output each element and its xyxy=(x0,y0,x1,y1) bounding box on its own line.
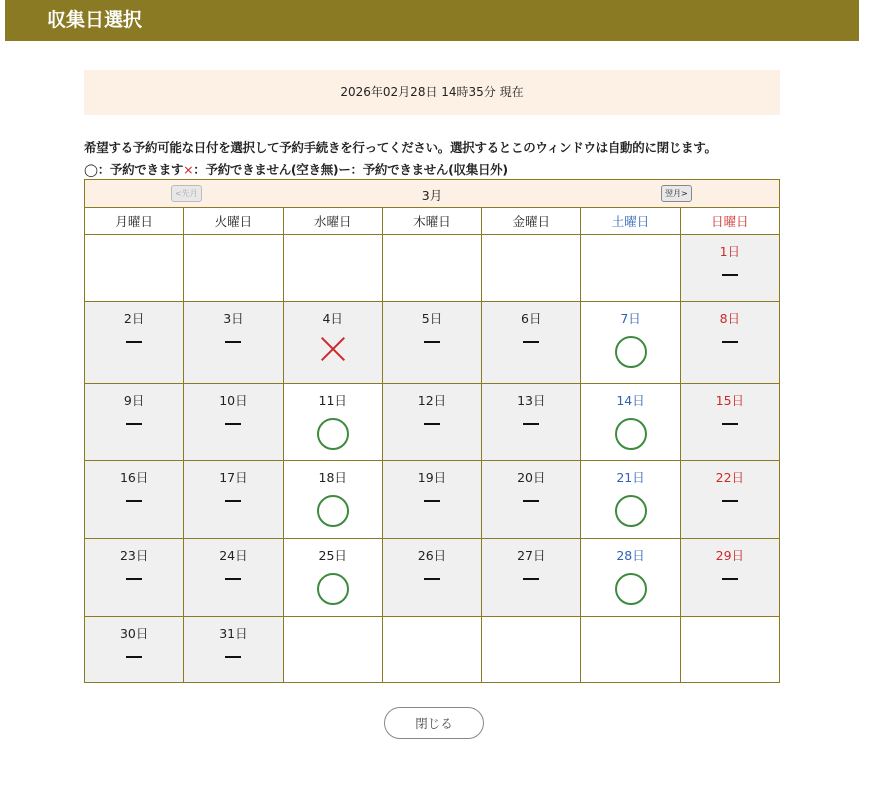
available-circle-icon[interactable] xyxy=(317,573,349,605)
off-legend-label: ：予約できません(収集日外) xyxy=(350,162,508,177)
calendar-day-cell xyxy=(85,539,184,617)
next-month-button[interactable]: 翌月> xyxy=(661,185,692,202)
unavailable-dash-icon xyxy=(424,578,440,580)
weekday-mon: 月曜日 xyxy=(85,208,184,235)
calendar-week-row xyxy=(85,384,780,461)
calendar-day-cell xyxy=(85,384,184,461)
day-number: 8日 xyxy=(719,311,741,326)
calendar-day-cell xyxy=(283,302,382,384)
day-number: 17日 xyxy=(219,470,248,485)
calendar-day-cell xyxy=(680,235,779,302)
day-number: 15日 xyxy=(715,393,745,408)
calendar-day-cell xyxy=(382,461,481,539)
weekday-sun: 日曜日 xyxy=(680,208,779,235)
unavailable-dash-icon xyxy=(225,578,241,580)
unavailable-dash-icon xyxy=(523,500,539,502)
day-number: 26日 xyxy=(417,548,447,563)
weekday-tue: 火曜日 xyxy=(184,208,283,235)
month-title: 3月 xyxy=(421,188,443,203)
calendar-day-cell xyxy=(85,302,184,384)
unavailable-dash-icon xyxy=(722,274,738,276)
calendar-week-row xyxy=(85,235,780,302)
day-number: 5日 xyxy=(421,311,443,326)
unavailable-dash-icon xyxy=(523,423,539,425)
calendar-week-row xyxy=(85,302,780,384)
page-title: 収集日選択 xyxy=(47,9,143,31)
unavailable-dash-icon xyxy=(225,500,241,502)
calendar-day-cell xyxy=(482,539,581,617)
calendar-empty-cell xyxy=(382,617,481,683)
close-button[interactable]: 閉じる xyxy=(384,707,484,739)
day-number: 22日 xyxy=(715,470,745,485)
unavailable-dash-icon xyxy=(126,578,142,580)
calendar-day-cell xyxy=(85,461,184,539)
day-number: 18日 xyxy=(318,470,347,485)
calendar-day-cell[interactable] xyxy=(283,461,382,539)
calendar-nav-row xyxy=(85,180,780,208)
unavailable-dash-icon xyxy=(523,578,539,580)
off-legend-icon: ー xyxy=(338,162,351,177)
current-timestamp: 2026年02月28日 14時35分 現在 xyxy=(84,70,780,115)
day-number: 14日 xyxy=(616,393,645,408)
calendar-day-cell[interactable] xyxy=(283,384,382,461)
calendar-week-row xyxy=(85,461,780,539)
day-number: 4日 xyxy=(322,311,343,326)
day-number: 24日 xyxy=(219,548,248,563)
calendar-day-cell xyxy=(184,302,283,384)
calendar-empty-cell xyxy=(382,235,481,302)
day-number: 9日 xyxy=(123,393,145,408)
available-circle-icon[interactable] xyxy=(615,573,647,605)
weekday-wed: 水曜日 xyxy=(283,208,382,235)
calendar-day-cell xyxy=(680,461,779,539)
calendar-empty-cell xyxy=(482,235,581,302)
calendar-day-cell xyxy=(184,384,283,461)
unavailable-dash-icon xyxy=(126,341,142,343)
day-number: 20日 xyxy=(517,470,546,485)
weekday-thu: 木曜日 xyxy=(382,208,481,235)
calendar-empty-cell xyxy=(184,235,283,302)
calendar-week-row xyxy=(85,617,780,683)
calendar-empty-cell xyxy=(680,617,779,683)
available-legend-icon: ◯ xyxy=(84,162,98,177)
unavailable-dash-icon xyxy=(126,423,142,425)
day-number: 12日 xyxy=(417,393,447,408)
calendar-empty-cell xyxy=(283,617,382,683)
day-number: 1日 xyxy=(719,244,741,259)
unavailable-dash-icon xyxy=(523,341,539,343)
header-bar xyxy=(5,0,859,41)
unavailable-dash-icon xyxy=(225,423,241,425)
calendar-table xyxy=(84,179,780,683)
calendar-empty-cell xyxy=(482,617,581,683)
unavailable-dash-icon xyxy=(424,423,440,425)
calendar-week-row xyxy=(85,539,780,617)
available-circle-icon[interactable] xyxy=(317,495,349,527)
day-number: 30日 xyxy=(119,626,149,641)
calendar-day-cell xyxy=(184,461,283,539)
day-number: 28日 xyxy=(616,548,645,563)
calendar-day-cell[interactable] xyxy=(581,302,680,384)
full-legend-icon: × xyxy=(183,162,194,177)
available-circle-icon[interactable] xyxy=(615,418,647,450)
calendar-day-cell xyxy=(184,617,283,683)
instruction-text: 希望する予約可能な日付を選択して予約手続きを行ってください。選択するとこのウィンドウは自動的に閉じます。 xyxy=(84,140,717,155)
unavailable-dash-icon xyxy=(225,656,241,658)
day-number: 19日 xyxy=(417,470,447,485)
day-number: 27日 xyxy=(517,548,546,563)
day-number: 2日 xyxy=(123,311,145,326)
calendar-day-cell xyxy=(184,539,283,617)
unavailable-dash-icon xyxy=(722,500,738,502)
calendar-day-cell xyxy=(482,384,581,461)
unavailable-dash-icon xyxy=(722,578,738,580)
available-circle-icon[interactable] xyxy=(317,418,349,450)
calendar-day-cell xyxy=(382,302,481,384)
calendar-day-cell xyxy=(382,539,481,617)
weekday-header-row xyxy=(85,208,780,235)
unavailable-dash-icon xyxy=(126,500,142,502)
calendar-day-cell xyxy=(482,461,581,539)
legend xyxy=(84,160,508,178)
day-number: 10日 xyxy=(219,393,248,408)
prev-month-button[interactable]: <先月 xyxy=(171,185,202,202)
calendar-empty-cell xyxy=(581,235,680,302)
calendar-day-cell xyxy=(85,617,184,683)
full-cross-icon xyxy=(320,336,346,362)
calendar-day-cell[interactable] xyxy=(283,539,382,617)
available-legend-label: ：予約できます xyxy=(97,162,184,177)
unavailable-dash-icon xyxy=(225,341,241,343)
day-number: 31日 xyxy=(219,626,248,641)
weekday-sat: 土曜日 xyxy=(581,208,680,235)
calendar-day-cell[interactable] xyxy=(581,539,680,617)
weekday-fri: 金曜日 xyxy=(482,208,581,235)
day-number: 13日 xyxy=(517,393,546,408)
day-number: 3日 xyxy=(223,311,244,326)
calendar-day-cell xyxy=(382,384,481,461)
day-number: 29日 xyxy=(715,548,745,563)
day-number: 23日 xyxy=(119,548,149,563)
day-number: 6日 xyxy=(521,311,542,326)
calendar-empty-cell xyxy=(581,617,680,683)
unavailable-dash-icon xyxy=(424,500,440,502)
day-number: 11日 xyxy=(318,393,347,408)
calendar-empty-cell xyxy=(283,235,382,302)
available-circle-icon[interactable] xyxy=(615,336,647,368)
calendar-day-cell xyxy=(680,302,779,384)
available-circle-icon[interactable] xyxy=(615,495,647,527)
calendar-day-cell[interactable] xyxy=(581,461,680,539)
calendar-day-cell xyxy=(680,539,779,617)
unavailable-dash-icon xyxy=(722,423,738,425)
day-number: 16日 xyxy=(119,470,149,485)
calendar-nav xyxy=(85,180,780,208)
day-number: 7日 xyxy=(620,311,641,326)
calendar-empty-cell xyxy=(85,235,184,302)
calendar-day-cell[interactable] xyxy=(581,384,680,461)
unavailable-dash-icon xyxy=(722,341,738,343)
full-legend-label: ：予約できません(空き無) xyxy=(193,162,339,177)
day-number: 25日 xyxy=(318,548,347,563)
calendar-day-cell xyxy=(482,302,581,384)
day-number: 21日 xyxy=(616,470,645,485)
unavailable-dash-icon xyxy=(126,656,142,658)
unavailable-dash-icon xyxy=(424,341,440,343)
calendar-day-cell xyxy=(680,384,779,461)
